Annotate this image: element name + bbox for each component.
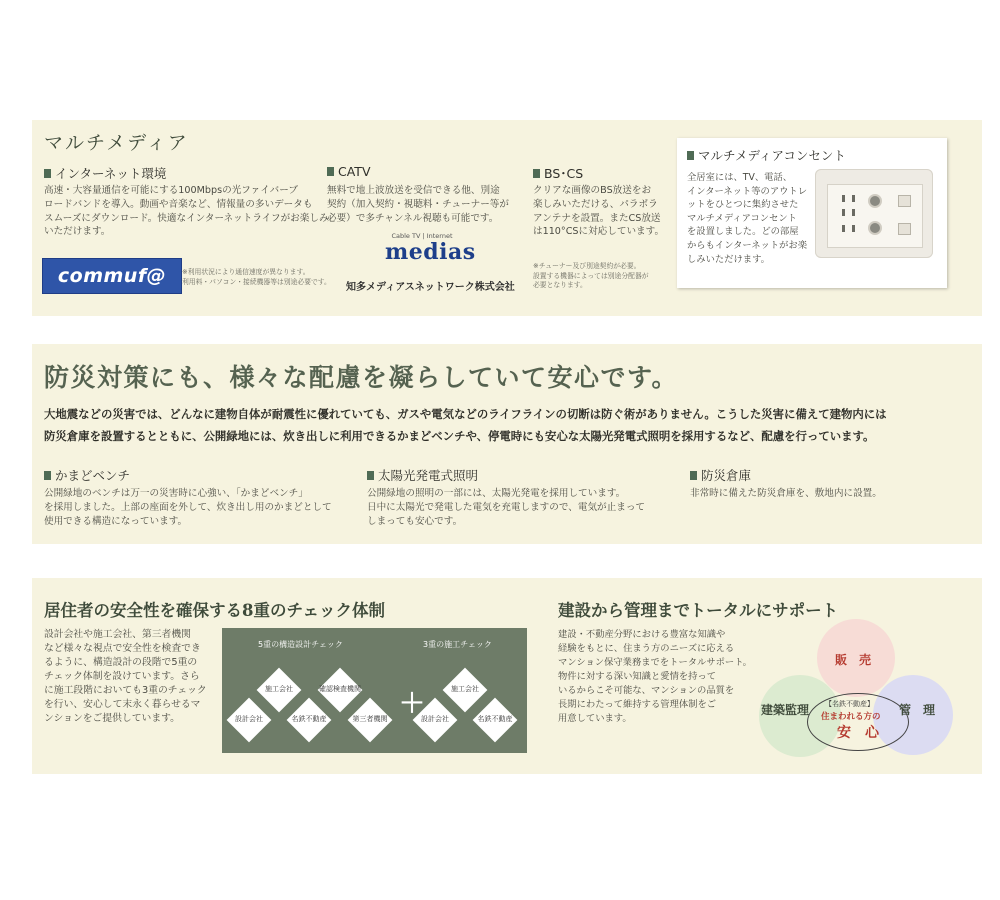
outlet-card bbox=[677, 138, 947, 288]
text-line: いただけます。 bbox=[44, 226, 111, 238]
text-line: るように、構造設計の段階で5重の bbox=[44, 657, 198, 668]
text-line: マルチメディアコンセント bbox=[687, 212, 797, 224]
note-line: 設置する機器によっては別途分配器が bbox=[533, 271, 649, 280]
text-line: インターネット等のアウトレ bbox=[687, 185, 808, 197]
socket-slot bbox=[842, 209, 845, 216]
coax-connector bbox=[868, 221, 882, 235]
bscs-text bbox=[533, 184, 664, 239]
diamond-third-party bbox=[348, 698, 392, 742]
plus-icon: ＋ bbox=[399, 689, 426, 719]
text-line: いるからこそ可能な、マンションの品質を bbox=[558, 685, 735, 696]
bullet-icon bbox=[690, 471, 697, 480]
catv-heading-text: CATV bbox=[338, 164, 371, 179]
text-line: 契約（加入契約・視聴料・チューナー等が bbox=[327, 198, 509, 210]
storage-text bbox=[690, 487, 882, 501]
sales-label: 販 売 bbox=[835, 653, 872, 667]
internet-heading bbox=[44, 164, 166, 182]
bullet-icon bbox=[327, 167, 334, 176]
text-line: ロードバンドを導入。動画や音楽など、情報量の多いデータも bbox=[44, 198, 313, 210]
diamond-label: 設計会社 bbox=[235, 715, 263, 723]
safety-text bbox=[44, 628, 207, 726]
storage-heading bbox=[690, 466, 751, 484]
medias-logo-tagline: Cable TV | Internet bbox=[391, 232, 453, 240]
bench-heading bbox=[44, 466, 130, 484]
center-big-label: 安 心 bbox=[837, 725, 879, 741]
bscs-heading-text: BS･CS bbox=[544, 166, 584, 181]
text-line: 全居室には、TV、電話、 bbox=[687, 172, 793, 183]
text-line: アンテナを設置。またCS放送 bbox=[533, 212, 661, 224]
text-line: 物件に対する深い知識と愛情を持って bbox=[558, 671, 717, 682]
diamond-meitetsu bbox=[287, 698, 331, 742]
text-line: など様々な視点で安全性を検査でき bbox=[44, 643, 201, 654]
center-mid-label: 住まわれる方の bbox=[821, 712, 881, 722]
intro-line: 大地震などの災害では、どんなに建物自体が耐震性に優れていても、ガスや電気などのライフラインの切断は防ぐ術がありません。こうした災害に備えて建物内には bbox=[44, 407, 887, 421]
note-line: ※チューナー及び別途契約が必要。 bbox=[533, 262, 641, 270]
catv-company: 知多メディアスネットワーク株式会社 bbox=[346, 282, 515, 293]
text-line: 経験をもとに、住まう方のニーズに応える bbox=[558, 643, 735, 654]
lan-port bbox=[898, 195, 911, 207]
text-line: しまっても安心です。 bbox=[367, 515, 463, 527]
text-line: を行い、安心して末永く暮らせるマ bbox=[44, 699, 201, 710]
socket-slot bbox=[842, 195, 845, 202]
construction-check-label: 3重の施工チェック bbox=[423, 640, 492, 649]
disaster-title: 防災対策にも、様々な配慮を凝らしていて安心です。 bbox=[44, 363, 679, 392]
text-line: 設計会社や施工会社、第三者機関 bbox=[44, 629, 191, 640]
disaster-intro bbox=[44, 403, 887, 447]
internet-heading-text: インターネット環境 bbox=[55, 166, 167, 181]
socket-slot bbox=[852, 209, 855, 216]
outlet-plate bbox=[827, 184, 923, 248]
text-line: に施工段階においても3重のチェック bbox=[44, 685, 207, 696]
bench-heading-text: かまどベンチ bbox=[55, 468, 131, 483]
text-line: は110°CSに対応しています。 bbox=[533, 226, 665, 238]
support-title: 建設から管理までトータルにサポート bbox=[558, 601, 839, 620]
socket-slot bbox=[852, 225, 855, 232]
text-line: ットをひとつに集約させた bbox=[687, 199, 799, 211]
storage-heading-text: 防災倉庫 bbox=[701, 468, 752, 483]
note-line: 必要となります。 bbox=[533, 281, 587, 289]
text-line: スムーズにダウンロード。快適なインターネットライフがお楽しみ bbox=[44, 212, 329, 224]
solar-heading bbox=[367, 466, 478, 484]
safety-title: 居住者の安全性を確保する8重のチェック体制 bbox=[44, 601, 385, 620]
intro-line: 防災倉庫を設置するとともに、公開緑地には、炊き出しに利用できるかまどベンチや、停電時にも安心な太陽光発電式照明を採用するなど、配慮を行っています。 bbox=[44, 429, 875, 443]
text-line: ンションをご提供しています。 bbox=[44, 713, 180, 724]
medias-logo bbox=[385, 232, 476, 274]
text-line: を採用しました。上部の座面を外して、炊き出し用のかまどとして bbox=[44, 501, 332, 513]
medias-logo-text: medias bbox=[385, 239, 476, 265]
center-small-label: 【名鉄不動産】 bbox=[825, 700, 874, 708]
bullet-icon bbox=[44, 169, 51, 178]
diamond-label: 設計会社 bbox=[421, 715, 449, 723]
text-line: からもインターネットがお楽 bbox=[687, 239, 808, 251]
text-line: 用意しています。 bbox=[558, 713, 632, 724]
note-line: 利用料・パソコン・接続機器等は別途必要です。 bbox=[182, 277, 331, 286]
bscs-notes bbox=[533, 262, 649, 291]
multimedia-outlet-photo bbox=[815, 169, 933, 258]
socket-slot bbox=[852, 195, 855, 202]
solar-heading-text: 太陽光発電式照明 bbox=[378, 468, 479, 483]
text-line: クリアな画像のBS放送をお bbox=[533, 185, 652, 196]
outlet-text bbox=[687, 171, 807, 266]
text-line: 非常時に備えた防災倉庫を、敷地内に設置。 bbox=[690, 488, 882, 499]
multimedia-title: マルチメディア bbox=[44, 132, 189, 154]
lan-port bbox=[898, 223, 911, 235]
check-system-diagram bbox=[222, 628, 527, 753]
text-line: 楽しみいただける、パラボラ bbox=[533, 198, 658, 210]
support-diagram bbox=[755, 617, 955, 765]
text-line: 必要）で多チャンネル視聴も可能です。 bbox=[327, 212, 499, 224]
design-check-label: 5重の構造設計チェック bbox=[258, 640, 343, 649]
text-line: 長期にわたって維持する管理体制をご bbox=[558, 699, 717, 710]
management-label: 管 理 bbox=[899, 703, 936, 717]
bullet-icon bbox=[687, 151, 694, 160]
text-line: マンション保守業務までをトータルサポート。 bbox=[558, 657, 752, 668]
text-line: を設置しました。どの部屋 bbox=[687, 226, 799, 238]
diamond-design-firm bbox=[227, 698, 271, 742]
outlet-heading-text: マルチメディアコンセント bbox=[698, 148, 846, 163]
text-line: 使用できる構造になっています。 bbox=[44, 515, 188, 527]
outlet-heading bbox=[687, 146, 846, 164]
bullet-icon bbox=[533, 169, 540, 178]
diamond-label: 名鉄不動産 bbox=[477, 715, 513, 723]
text-line: 無料で地上波放送を受信できる他、別途 bbox=[327, 185, 500, 196]
text-line: 公開緑地の照明の一部には、太陽光発電を採用しています。 bbox=[367, 488, 626, 499]
commufa-logo: commuf@ bbox=[42, 258, 182, 294]
catv-text bbox=[327, 184, 509, 225]
internet-text bbox=[44, 184, 329, 239]
text-line: チェック体制を設けています。さら bbox=[44, 671, 200, 682]
internet-notes bbox=[182, 268, 331, 287]
text-line: 公開緑地のベンチは万一の災害時に心強い、「かまどベンチ」 bbox=[44, 488, 308, 499]
text-line: 高速・大容量通信を可能にする100Mbpsの光ファイバーブ bbox=[44, 185, 298, 196]
bench-text bbox=[44, 487, 332, 528]
diamond-label: 第三者機関 bbox=[352, 715, 388, 723]
diamond-construction-meitetsu bbox=[473, 698, 517, 742]
bullet-icon bbox=[367, 471, 374, 480]
catv-heading bbox=[327, 164, 371, 179]
diamond-label: 施工会社 bbox=[265, 685, 293, 693]
diamond-label: 確認検査機関 bbox=[319, 685, 361, 693]
text-line: 日中に太陽光で発電した電気を充電しますので、電気が止まって bbox=[367, 501, 646, 513]
bullet-icon bbox=[44, 471, 51, 480]
solar-text bbox=[367, 487, 645, 528]
bscs-heading bbox=[533, 164, 583, 182]
socket-slot bbox=[842, 225, 845, 232]
diamond-label: 名鉄不動産 bbox=[291, 715, 327, 723]
note-line: ※利用状況により通信速度が異なります。 bbox=[182, 268, 310, 276]
diamond-label: 施工会社 bbox=[451, 685, 479, 693]
construction-label: 建築監理 bbox=[761, 703, 810, 717]
text-line: しみいただけます。 bbox=[687, 253, 770, 265]
support-text bbox=[558, 628, 752, 726]
coax-connector bbox=[868, 194, 882, 208]
text-line: 建設・不動産分野における豊富な知識や bbox=[558, 629, 726, 640]
